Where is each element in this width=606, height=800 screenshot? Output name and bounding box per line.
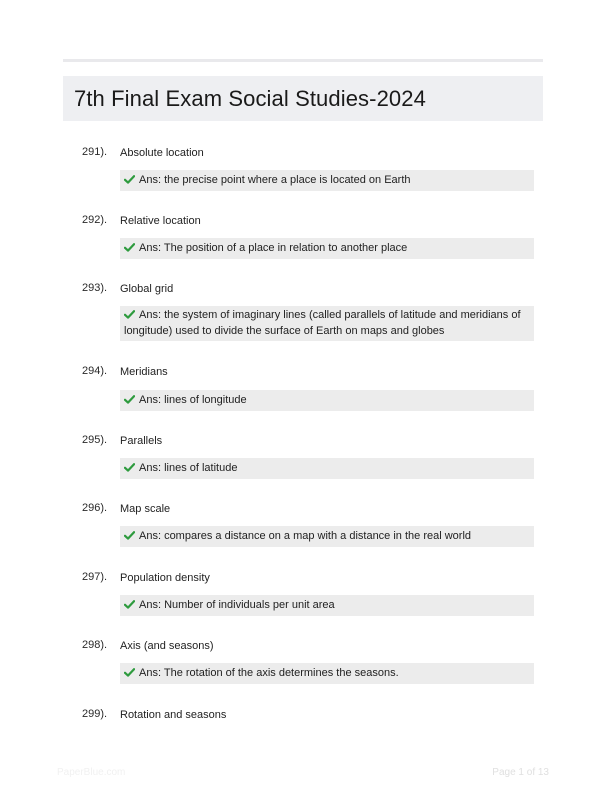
answer-box [120,595,534,616]
footer-watermark: PaperBlue.com [57,767,126,778]
answer-box [120,170,534,191]
check-icon [124,463,135,472]
check-icon [124,668,135,677]
question-number: 299). [82,708,108,720]
answer-text: Ans: The position of a place in relation to another place [139,242,408,254]
question-number: 291). [82,146,108,158]
question-term: Axis (and seasons) [120,640,214,652]
question-term: Relative location [120,215,201,227]
question-number: 294). [82,365,108,377]
answer-text: Ans: the precise point where a place is located on Earth [139,174,411,186]
answer-box [120,458,534,479]
question-number: 293). [82,282,108,294]
question-term: Population density [120,572,210,584]
page-indicator: Page 1 of 13 [492,767,549,778]
question-term: Meridians [120,366,168,378]
answer-box [120,390,534,411]
answer-box [120,526,534,547]
answer-text: Ans: compares a distance on a map with a distance in the real world [139,530,472,542]
question-number: 292). [82,214,108,226]
question-term: Rotation and seasons [120,709,227,721]
question-number: 297). [82,571,108,583]
answer-box [120,663,534,684]
question-number: 295). [82,434,108,446]
answer-text: Ans: lines of longitude [139,394,247,406]
title-bar [63,76,543,121]
check-icon [124,531,135,540]
question-term: Map scale [120,503,171,515]
answer-box [120,238,534,259]
question-number: 296). [82,502,108,514]
question-term: Parallels [120,435,163,447]
check-icon [124,600,135,609]
check-icon [124,310,135,319]
check-icon [124,395,135,404]
document-title: 7th Final Exam Social Studies-2024 [74,85,426,111]
question-number: 298). [82,639,108,651]
answer-text: Ans: the system of imaginary lines (called parallels of latitude and meridians of longitude) used to divide the surface of Earth on maps and globes [124,309,521,337]
answer-text: Ans: Number of individuals per unit area [139,599,335,611]
answer-text: Ans: lines of latitude [139,462,238,474]
check-icon [124,175,135,184]
question-term: Global grid [120,283,174,295]
answer-text: Ans: The rotation of the axis determines the seasons. [139,667,399,679]
question-term: Absolute location [120,147,204,159]
top-divider [63,59,543,62]
answer-box [120,306,534,341]
check-icon [124,243,135,252]
